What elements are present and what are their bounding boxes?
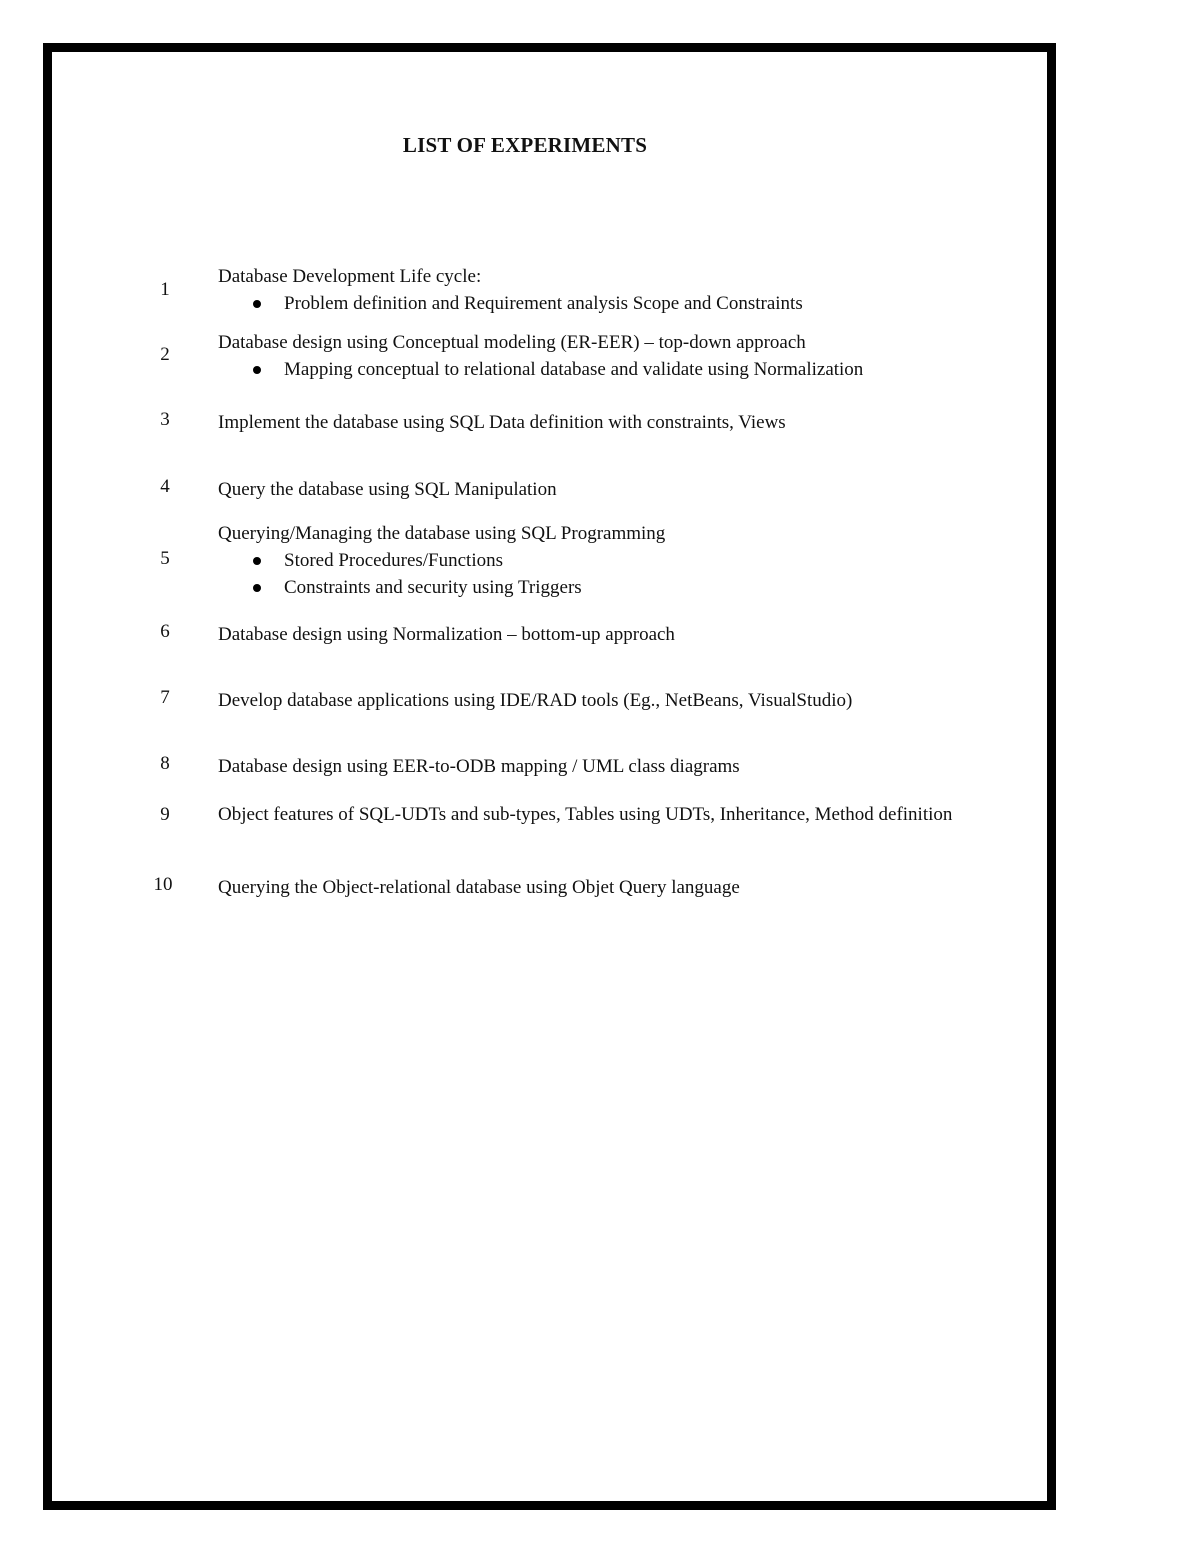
experiment-title: Querying/Managing the database using SQL Programming [218,523,666,544]
experiment-title: Implement the database using SQL Data definition with constraints, Views [218,412,786,433]
experiment-body [218,874,1008,901]
list-item [218,356,1008,383]
experiment-number: 6 [160,621,170,642]
experiment-body [218,621,1008,648]
experiment-body [218,263,1008,317]
experiment-title: Database design using Conceptual modeling (ER-EER) – top-down approach [218,332,806,353]
experiment-title: Querying the Object-relational database using Objet Query language [218,877,740,898]
experiment-body [218,476,1008,503]
bullet-icon [253,366,261,374]
page-title: LIST OF EXPERIMENTS [402,133,648,157]
experiment-number: 8 [160,753,170,774]
experiment-title: Query the database using SQL Manipulation [218,479,557,500]
experiment-number: 3 [160,409,170,430]
bullet-icon [253,557,261,565]
experiment-number: 5 [160,548,170,569]
experiment-body [218,753,1008,780]
experiment-title: Database design using EER-to-ODB mapping / UML class diagrams [218,756,740,777]
bullet-text: Stored Procedures/Functions [284,550,504,571]
experiment-title: Database design using Normalization – bottom-up approach [218,624,675,645]
experiment-number: 9 [160,804,170,825]
bullet-list [218,547,1008,601]
experiment-body [218,806,998,823]
list-item [218,574,1008,601]
experiment-number: 7 [160,687,170,708]
list-item [218,290,1008,317]
list-item [218,547,1008,574]
bullet-text: Constraints and security using Triggers [284,577,582,598]
experiment-body [218,520,1008,601]
experiment-title: Object features of SQL-UDTs and sub-types, Tables using UDTs, Inheritance, Method definition [218,804,953,825]
bullet-list [218,290,1008,317]
experiment-title: Develop database applications using IDE/RAD tools (Eg., NetBeans, VisualStudio) [218,690,853,711]
experiment-number: 1 [160,279,170,300]
bullet-icon [253,300,261,308]
experiment-number: 4 [160,476,170,497]
experiment-title: Database Development Life cycle: [218,266,482,287]
experiment-number: 2 [160,344,170,365]
bullet-text: Problem definition and Requirement analysis Scope and Constraints [284,293,803,314]
bullet-list [218,356,1008,383]
bullet-text: Mapping conceptual to relational database and validate using Normalization [284,359,864,380]
experiment-body [218,687,1008,714]
experiment-body [218,409,1008,436]
experiment-number: 10 [153,874,173,895]
bullet-icon [253,584,261,592]
experiment-body [218,329,1008,383]
